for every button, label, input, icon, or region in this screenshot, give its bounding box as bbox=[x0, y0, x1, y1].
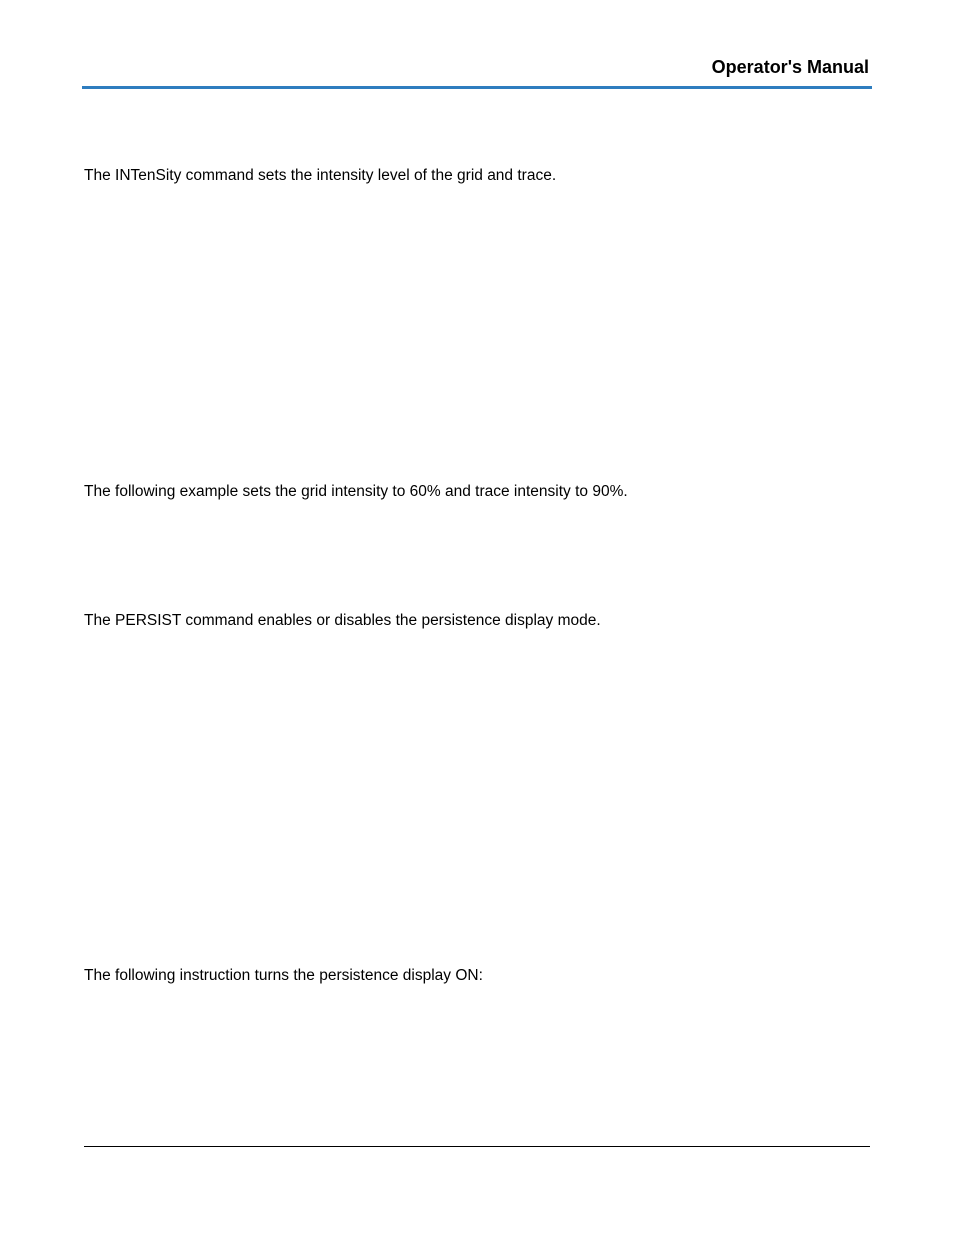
persist-description: The PERSIST command enables or disables the persistence display mode. bbox=[84, 612, 601, 629]
header-rule bbox=[82, 86, 872, 89]
intensity-example-intro: The following example sets the grid intensity to 60% and trace intensity to 90%. bbox=[84, 483, 628, 500]
footer-rule bbox=[84, 1146, 870, 1147]
persist-example-intro: The following instruction turns the persistence display ON: bbox=[84, 967, 483, 984]
intensity-description: The INTenSity command sets the intensity level of the grid and trace. bbox=[84, 167, 557, 184]
header-title: Operator's Manual bbox=[711, 57, 869, 77]
